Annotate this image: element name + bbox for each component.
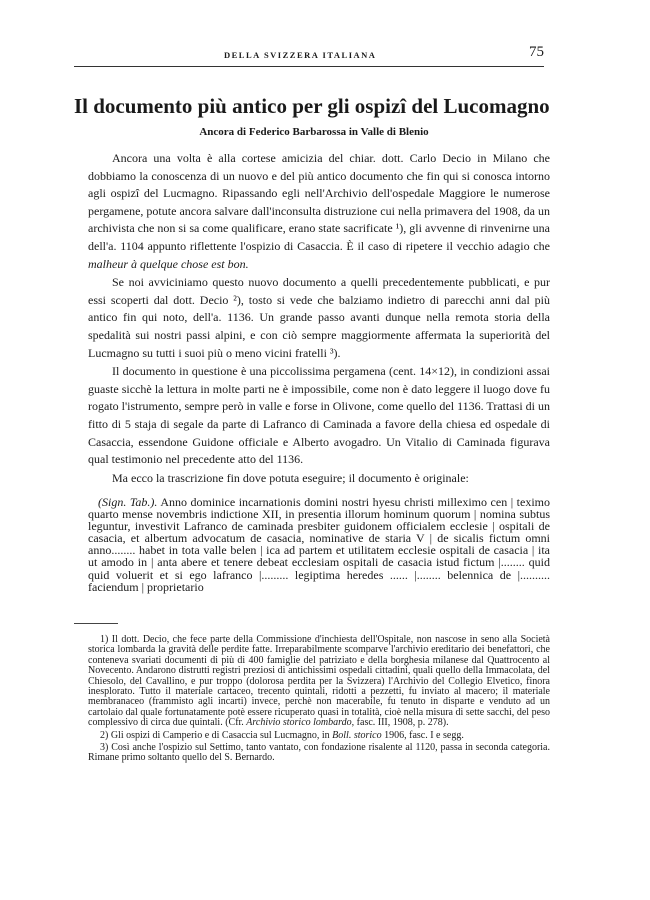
footnote-italic: Archivio storico lombardo, xyxy=(246,717,355,729)
paragraph-text: Se noi avviciniamo questo nuovo documento a quelli precedentemente pubblicati, e pur essi scoperti dal dott. Decio ²), tosto si vede che balziamo indietro di parecchi anni dal più antico fin qui noto, dell'a. 1136. Un grande passo avanti dunque nella remota storia della spedalità sui nostri passi alpini, e con ciò sempre maggiormente affermata la superiorità del Lucmagno su tutti i suoi più o meno vicini fratelli ³). xyxy=(88,275,550,360)
running-head xyxy=(74,44,544,66)
running-head-title: DELLA SVIZZERA ITALIANA xyxy=(224,50,377,60)
article-body xyxy=(88,150,550,487)
paragraph-2 xyxy=(88,274,550,362)
paragraph-text: Ancora una volta è alla cortese amicizia del chiar. dott. Carlo Decio in Milano che dobbiamo la conoscenza di un nuovo e del più antico documento che fin qui si conosca intorno agli ospizî del Lucmagno. Ripassando egli nell'Archivio dell'ospedale Maggiore le numerose pergamene, potute ancora salvare dall'inconsulta distruzione cui nella primavera del 1908, da un archivista che non si sa come qualificare, erano state sacrificate ¹), gli avvenne di rinvenirne una dell'a. 1104 appunto riflettente l'ospizio di Casaccia. È il caso di ripetere il vecchio adagio che xyxy=(88,151,550,253)
paragraph-4 xyxy=(88,470,550,488)
signum-tabellionis: (Sign. Tab.). xyxy=(98,495,158,509)
header-rule xyxy=(74,66,544,67)
paragraph-text: Ma ecco la trascrizione fin dove potuta eseguire; il documento è originale: xyxy=(112,470,469,485)
paragraph-italic: malheur à quelque chose est bon. xyxy=(88,256,249,271)
paragraph-1 xyxy=(88,150,550,273)
footnote-3 xyxy=(88,743,550,764)
footnote-1 xyxy=(88,635,550,729)
article-subtitle: Ancora di Federico Barbarossa in Valle di Blenio xyxy=(199,126,429,138)
footnote-text: 1) Il dott. Decio, che fece parte della Commissione d'inchiesta dell'Ospitale, non nascose in seno alla Società storica lombarda la gravità delle perdite fatte. Irreparabilmente scomparve l'archivio ereditario dei benefattori, che conteneva svariati documenti di più di 400 famiglie del patriziato e della borghesia milanese dal Quattrocento al Novecento. Andarono distrutti registri preziosi di antichissimi ospedali cittadini, quali quello della Immacolata, del Chiesolo, del Cavallino, e pur troppo (dolorosa perdita per la Svizzera) l'Archivio del Collegio Elvetico, finora inesplorato. Tutto il materiale cartaceo, trecento quintali, ridotti a pezzetti, fu inviato al macero; il materiale membranaceo (frammisto agli incarti) invece, perchè non macerabile, fu tenuto in disparte e venduto ad un cartolaio dal quale fortunatamente potè essere ricuperato quasi in totalità, cioè nella misura di sette sacchi, del peso complessivo di circa due quintali. (Cfr. xyxy=(88,634,550,729)
transcription-text: Anno dominice incarnationis domini nostri hyesu christi milleximo cen | teximo quarto mense novembris indictione XII, in presentia illorum hominum quorum | nomina subtus leguntur, investivit Lafranco de caminada presbiter guidonem officialem ecclesie | ospitali de casacia, et albertum advocatum de casacia, nominative de staria V | de sicalis fictum omni anno........ habet in tota valle belen | ica ad partem et utilitatem ecclesie ospitali de casacia | ita ut amodo in | anta abere et tenere debeat ecclesiam ospitali de casacia istud fictum |........ quid quid voluerit et si ego lafranco |......... legiptima heredes ...... |........ belennica de |.......... faciendum | proprietario xyxy=(88,495,550,594)
footnote-text: 3) Così anche l'ospizio sul Settimo, tanto vantato, con fondazione risalente al 1120, passa in seconda categoria. Rimane primo soltanto quello del S. Bernardo. xyxy=(88,742,550,764)
footnote-text: fasc. III, 1908, p. 278). xyxy=(356,717,449,729)
footnote-italic: Boll. storico xyxy=(332,729,382,741)
footnote-rule xyxy=(74,623,118,624)
paragraph-text: Il documento in questione è una piccolissima pergamena (cent. 14×12), in condizioni assai guaste sicchè la lettura in molte parti ne è impossibile, come non è dato leggere il luogo dove fu rogato l'istrumento, sempre però in valle e forse in Olivone, come quello del 1136. Trattasi di un fitto di 5 staja di segale da parte di Lafranco di Caminada a favore della chiesa ed ospedale di Casaccia, essendone Guidone officiale e Alberto avogadro. Un Vitalio di Caminada figurava qual testimonio nel precedente atto del 1136. xyxy=(88,364,550,467)
footnotes xyxy=(88,635,550,766)
footnote-text: 1906, fasc. I e segg. xyxy=(384,729,464,741)
footnote-2 xyxy=(88,731,550,741)
document-transcription xyxy=(88,496,550,593)
footnote-text: 2) Gli ospizi di Camperio e di Casaccia sul Lucmagno, in xyxy=(100,729,330,741)
article-title: Il documento più antico per gli ospizî del Lucomagno xyxy=(74,94,550,118)
page-number: 75 xyxy=(529,44,544,60)
paragraph-3 xyxy=(88,363,550,469)
